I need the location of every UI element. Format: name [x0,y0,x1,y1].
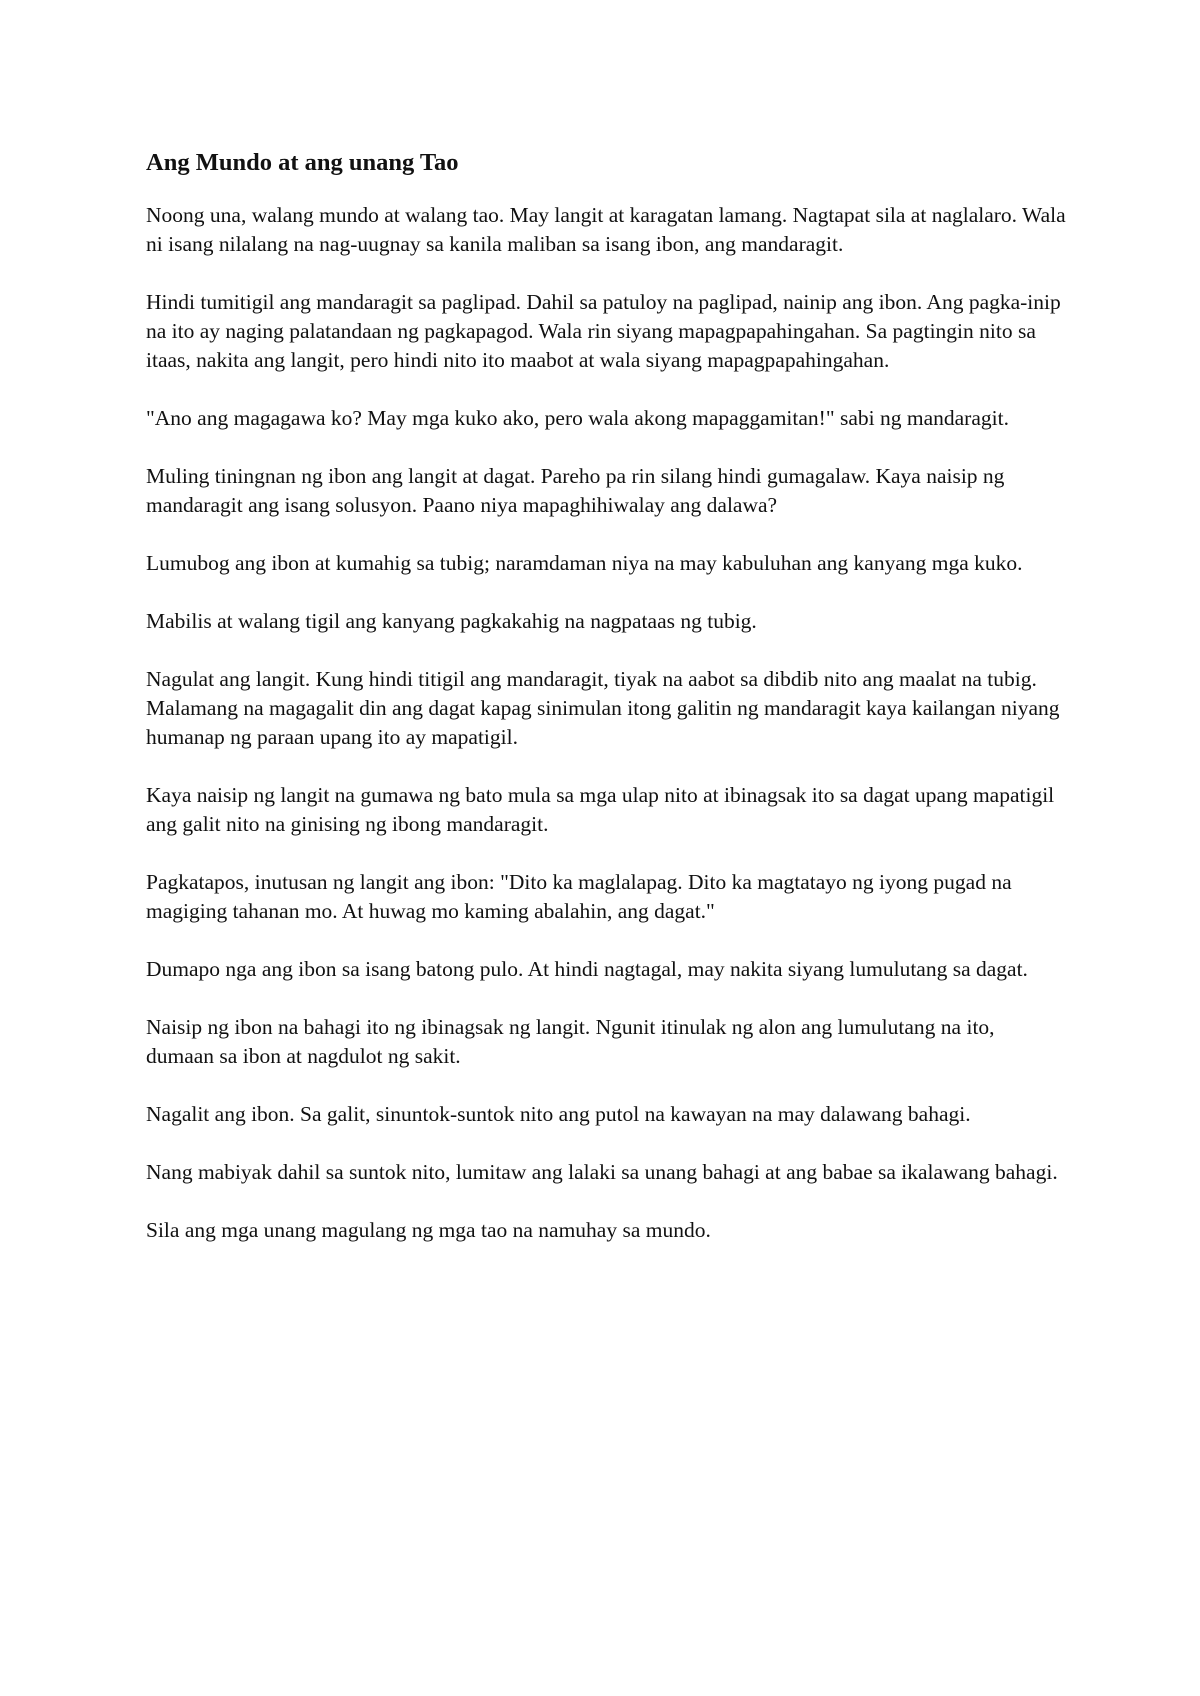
paragraph-7: Nagulat ang langit. Kung hindi titigil ang mandaragit, tiyak na aabot sa dibdib nito ang maalat na tubig. Malamang na magagalit din ang dagat kapag sinimulan itong galitin ng mandaragit kaya kailangan niyang humanap ng paraan upang ito ay mapatigil. [146,667,1060,749]
paragraph-6: Mabilis at walang tigil ang kanyang pagkakahig na nagpataas ng tubig. [146,609,757,633]
paragraph-5: Lumubog ang ibon at kumahig sa tubig; naramdaman niya na may kabuluhan ang kanyang mga kuko. [146,551,1023,575]
paragraph-3: "Ano ang magagawa ko? May mga kuko ako, pero wala akong mapaggamitan!" sabi ng mandaragit. [146,406,1009,430]
paragraph-12: Nagalit ang ibon. Sa galit, sinuntok-suntok nito ang putol na kawayan na may dalawang bahagi. [146,1102,971,1126]
document-title: Ang Mundo at ang unang Tao [146,149,459,176]
paragraph-13: Nang mabiyak dahil sa suntok nito, lumitaw ang lalaki sa unang bahagi at ang babae sa ikalawang bahagi. [146,1160,1058,1184]
paragraph-14: Sila ang mga unang magulang ng mga tao na namuhay sa mundo. [146,1218,711,1242]
paragraph-1: Noong una, walang mundo at walang tao. May langit at karagatan lamang. Nagtapat sila at naglalaro. Wala ni isang nilalang na nag-uugnay sa kanila maliban sa isang ibon, ang mandaragit. [146,203,1066,256]
paragraph-2: Hindi tumitigil ang mandaragit sa paglipad. Dahil sa patuloy na paglipad, nainip ang ibon. Ang pagka-inip na ito ay naging palatandaan ng pagkapagod. Wala rin siyang mapagpapahingahan. Sa pagtingin nito sa itaas, nakita ang langit, pero hindi nito ito maabot at wala siyang mapagpapahingahan. [146,290,1061,372]
document-body [146,147,1066,1274]
paragraph-4: Muling tiningnan ng ibon ang langit at dagat. Pareho pa rin silang hindi gumagalaw. Kaya naisip ng mandaragit ang isang solusyon. Paano niya mapaghihiwalay ang dalawa? [146,464,1005,517]
paragraph-11: Naisip ng ibon na bahagi ito ng ibinagsak ng langit. Ngunit itinulak ng alon ang lumulutang na ito, dumaan sa ibon at nagdulot ng sakit. [146,1015,995,1068]
paragraph-9: Pagkatapos, inutusan ng langit ang ibon: "Dito ka maglalapag. Dito ka magtatayo ng iyong pugad na magiging tahanan mo. At huwag mo kaming abalahin, ang dagat." [146,870,1012,923]
paragraph-10: Dumapo nga ang ibon sa isang batong pulo. At hindi nagtagal, may nakita siyang lumulutang sa dagat. [146,957,1028,981]
paragraph-8: Kaya naisip ng langit na gumawa ng bato mula sa mga ulap nito at ibinagsak ito sa dagat upang mapatigil ang galit nito na ginising ng ibong mandaragit. [146,783,1055,836]
